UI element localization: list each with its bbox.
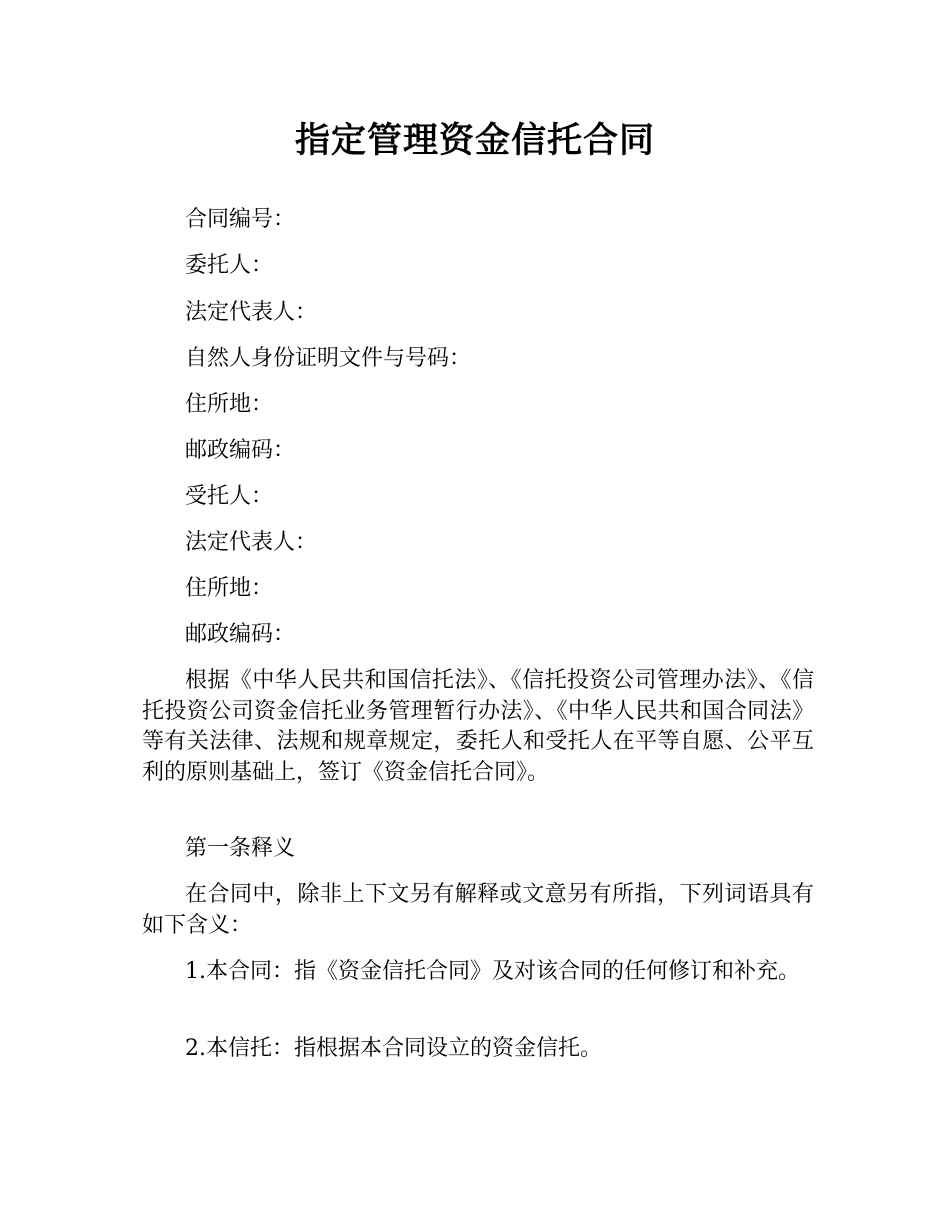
- field-trustee-postal-code: 邮政编码：: [185, 622, 296, 647]
- field-trustee-address: 住所地：: [185, 576, 274, 601]
- article-1-intro: 在合同中，除非上下文另有解释或文意另有所指，下列词语具有如下含义：: [142, 882, 814, 938]
- field-trustor-address: 住所地：: [185, 392, 274, 417]
- field-trustor: 委托人：: [185, 253, 274, 278]
- preamble-paragraph: 根据《中华人民共和国信托法》、《信托投资公司管理办法》、《信托投资公司资金信托业务管理暂行办法》、《中华人民共和国合同法》等有关法律、法规和规章规定，委托人和受托人在平等自愿、公平互利的原则基础上，签订《资金信托合同》。: [142, 668, 814, 785]
- field-trustee-legal-representative: 法定代表人：: [185, 530, 318, 555]
- field-contract-number: 合同编号：: [185, 207, 296, 232]
- article-1-heading: 第一条释义: [185, 836, 296, 861]
- document-title: 指定管理资金信托合同: [294, 121, 655, 161]
- field-trustor-postal-code: 邮政编码：: [185, 438, 296, 463]
- field-natural-person-id: 自然人身份证明文件与号码：: [185, 346, 472, 371]
- field-trustee: 受托人：: [185, 484, 274, 509]
- field-trustor-legal-representative: 法定代表人：: [185, 300, 318, 325]
- definition-1: 1.本合同：指《资金信托合同》及对该合同的任何修订和补充。: [185, 959, 800, 984]
- definition-2: 2.本信托：指根据本合同设立的资金信托。: [185, 1036, 602, 1061]
